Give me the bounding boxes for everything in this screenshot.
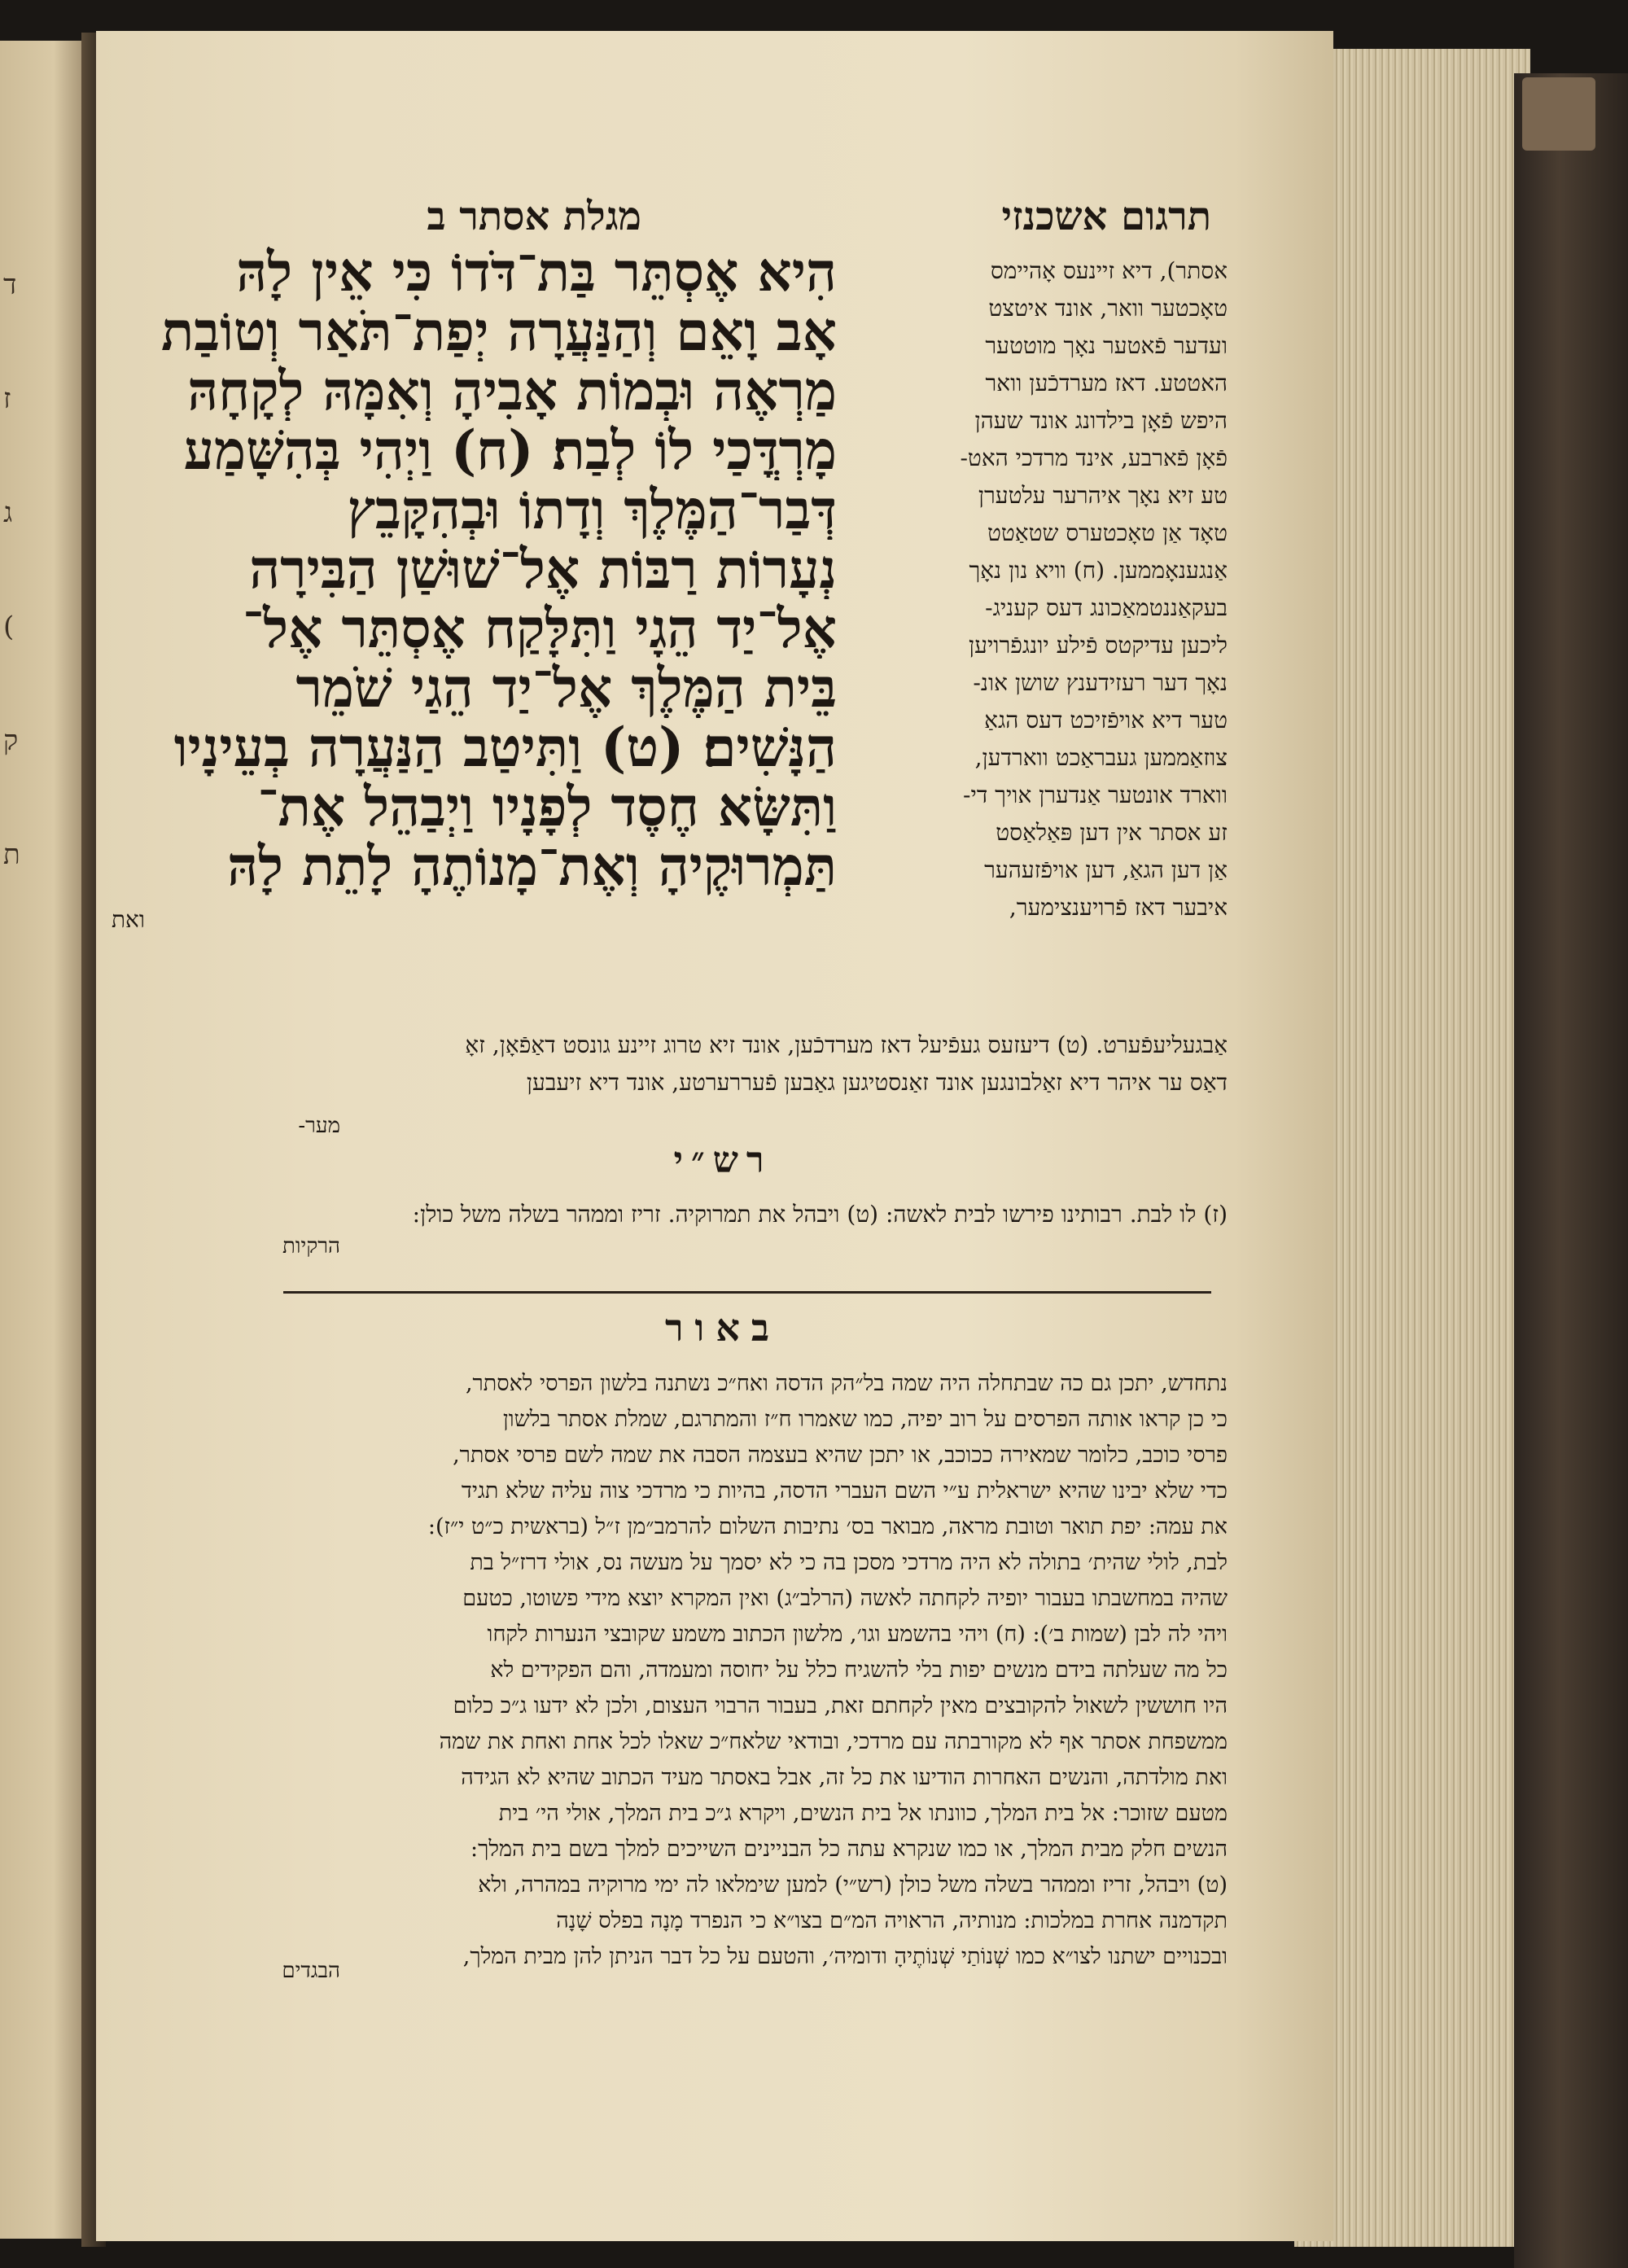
biur-line: לבת, לולי שהית׳ בתולה לא היה מרדכי מסכן בה כי לא יסמך על מעשה נס, אולי דרז״ל בת [470, 1550, 1228, 1575]
bible-line: דְּבַר־הַמֶּלֶךְ וְדָתוֹ וּבְהִקָּבֵץ [347, 480, 837, 540]
bible-line: אָב וָאֵם וְהַנַּעֲרָה יְפַת־תֹּאַר וְטוֹבַת [160, 302, 837, 361]
translation-line: אסתר), דיא זיינעס אָהיימס [990, 257, 1228, 284]
bible-line: תַּמְרוּקֶיהָ וְאֶת־מָנוֹתֶהָ לָתֵת לָהּ [227, 837, 837, 896]
rashi-commentary: (ז) לו לבת. רבותינו פירשו לבית לאשה: (ט) ויבהל את תמרוקיה. זריז וממהר בשלה משל כולן: [412, 1201, 1228, 1228]
running-head-book: מגלת אסתר ב [427, 194, 641, 239]
biur-line: נתחדש, יתכן גם כה שבתחלה היה שמה בל״הק הדסה ואח״כ נשתנה בלשון הפרסי לאסתר, [465, 1371, 1228, 1396]
facing-page-fragments [3, 228, 36, 912]
biblical-text-column [153, 243, 837, 896]
fragment: ג [3, 497, 13, 529]
biur-line: שהיה במחשבתו בעבור יופיה לקחתה לאשה (הרלב״ג) ואין המקרא יוצא מידי פשוטו, כטעם [462, 1586, 1228, 1611]
translation-line: האטטע. דאז מערדכֿען וואר [985, 370, 1228, 396]
rashi-catchword: הרקיות [282, 1234, 340, 1259]
translation-line: איבער דאז פֿרויענצימער, [1009, 894, 1228, 921]
biur-line: ואת מולדתה, והנשים האחרות הודיעו את כל זה, אבל באסתר מעיד הכתוב שהיא לא הגידה [461, 1765, 1228, 1790]
translation-line: אַנגענאָממען. (ח) וויא נון נאָך [969, 557, 1228, 584]
translation-line: אַבגעליעפֿערט. (ט) דיעזעס געפֿיעל דאז מערדכֿען, אונד זיא טרוג זיינע גונסט דאַפֿאָן, זאָ [465, 1031, 1228, 1058]
translation-column [857, 252, 1228, 926]
translation-line: טער דיא אויפֿזיכט דעס הגאַ [984, 707, 1228, 733]
translation-line: פֿאָן פֿארבע, אינד מרדכי האט- [960, 444, 1228, 471]
translation-line: ליכען עדיקטס פֿילע יונגפֿרויען [968, 632, 1228, 659]
translation-line: אַן דען הגאַ, דען אויפֿזעהער [984, 856, 1228, 883]
biur-line: כי כן קראו אותה הפרסים על רוב יפיה, כמו שאמרו ח״ז והמתרגם, שמלת אסתר בלשון [502, 1407, 1228, 1432]
biur-heading: באור [664, 1306, 781, 1350]
section-divider [283, 1291, 1211, 1294]
book-page [96, 31, 1333, 2241]
biur-line: פרסי כוכב, כלומר שמאירה ככוכב, או יתכן שהיא בעצמה הסבה את שמה לשם פרסי אסתר, [453, 1443, 1228, 1468]
bible-line: מָרְדֳּכַי לוֹ לְבַת׃ (ח) וַיְהִי בְּהִשָּׁמַע [183, 421, 837, 480]
translation-line: זע אסתר אין דען פּאַלאַסט [996, 819, 1228, 846]
running-head-translation: תרגום אשכנזי [1001, 194, 1211, 239]
translation-line: נאָך דער רעזידענץ שושן אונ- [973, 669, 1228, 696]
bible-line: מַרְאֶה וּבְמוֹת אָבִיהָ וְאִמָּהּ לְקָחָהּ [187, 361, 837, 421]
bible-line: וַתִּשָּׂא חֶסֶד לְפָנָיו וַיְבַהֵל אֶת־ [257, 777, 837, 837]
bible-line: אֶל־יַד הֵגָי וַתִּלָּקַח אֶסְתֵּר אֶל־ [242, 599, 837, 659]
fragment: ( [3, 611, 15, 643]
bible-line: הַנָּשִׁים׃ (ט) וַתִּיטַב הַנַּעֲרָה בְעֵינָיו [173, 718, 837, 777]
biur-commentary [169, 1366, 1228, 1975]
fragment: ז [3, 383, 11, 415]
cover-corner [1522, 77, 1595, 151]
biur-line: כדי שלא יבינו שהיא ישראלית ע״י השם העברי הדסה, בהיות כי מרדכי צוה עליה שלא תגיד [461, 1478, 1228, 1504]
bible-line: הִיא אֶסְתֵּר בַּת־דֹּדוֹ כִּי אֵין לָהּ [236, 243, 837, 302]
fragment: ד [3, 269, 17, 301]
biur-line: כל מה שעלתה בידם מנשים יפות בלי להשגיח כלל על יחוסה ומעמדה, והם הפקידים לא [490, 1657, 1228, 1683]
fragment: ק [3, 725, 19, 757]
translation-line: טאָכטער וואר, אונד איטצט [988, 295, 1228, 322]
book-cover [1514, 73, 1628, 2268]
biur-line: היו חוששין לשאול להקובצים מאין לקחתם זאת, בעבור הרבוי העצום, ולכן לא ידעו ג״כ כלום [453, 1693, 1228, 1719]
biur-line: ובכנויים ישתנו לצו״א כמו שְׁנוֹתַי שְׁנוֹתֶיהָ ודומיה׳, והטעם על כל דבר הניתן להן מבית המלך, [462, 1944, 1228, 1969]
translation-line: היפש פֿאָן בילדונג אונד שעהן [974, 407, 1228, 434]
biur-line: את עמה: יפת תואר וטובת מראה, מבואר בס׳ נתיבות השלום להרמב״מן ז״ל (בראשית כ״ט י״ז): [427, 1514, 1228, 1539]
translation-line: צוזאַממען געבראַכט ווארדען, [974, 744, 1228, 771]
fragment: ת [3, 838, 20, 871]
translation-catchword: מער- [298, 1114, 340, 1138]
biur-line: ממשפחת אסתר אף לא מקורבתה עם מרדכי, ובודאי שלאח״כ שאלו לכל אחת ואחת את שמה [439, 1729, 1228, 1754]
biur-catchword: הבגדים [282, 1959, 340, 1983]
biur-line: מטעם שזוכר: אל בית המלך, כוונתו אל בית הנשים, ויקרא ג״כ בית המלך, אולי הי׳ בית [498, 1801, 1228, 1826]
bible-line: נְעָרוֹת רַבּוֹת אֶל־שׁוּשַׁן הַבִּירָה [249, 540, 837, 599]
translation-line: דאַס ער איהר דיא זאַלבונגען אונד זאַנסטיגען גאַבען פֿעררערטע, אונד דיא זיעבען [526, 1069, 1228, 1096]
biur-line: (ט) ויבהל, זריז וממהר בשלה משל כולן (רש״י) למען שימלאו לה ימי מרוקיה במהרה, ולא [478, 1872, 1228, 1898]
translation-line: בעקאַננטמאַכונג דעס קעניג- [985, 594, 1228, 621]
biur-line: ויהי לה לבן (שמות ב׳): (ח) ויהי בהשמע וגו׳, מלשון הכתוב משמע שקובצי הנערות לקחו [487, 1622, 1228, 1647]
biur-line: תקדמנה אחרת במלכות: מנותיה, הראויה המ״ם בצו״א כי הנפרד מָנָה בפלס שָׁנָה [556, 1908, 1228, 1933]
translation-line: טאָד אַן טאָכטערס שטאַטט [987, 519, 1228, 546]
translation-continuation [169, 1026, 1228, 1101]
translation-line: טע זיא נאָך איהרער עלטערן [978, 482, 1228, 509]
translation-line: ווארד אונטער אַנדערן אויך די- [963, 782, 1228, 808]
biur-line: הנשים חלק מבית המלך, או כמו שנקרא עתה כל הבניינים השייכים למלך בשם בית המלך: [470, 1837, 1228, 1862]
bible-catchword: ואת [111, 906, 145, 933]
bible-line: בֵּית הַמֶּלֶךְ אֶל־יַד הֵגַי שֹׁמֵר [295, 659, 837, 718]
rashi-heading: רש״י [673, 1140, 772, 1181]
facing-page-edge [0, 41, 90, 2239]
translation-line: ועדער פֿאטער נאָך מוטטער [985, 332, 1228, 359]
